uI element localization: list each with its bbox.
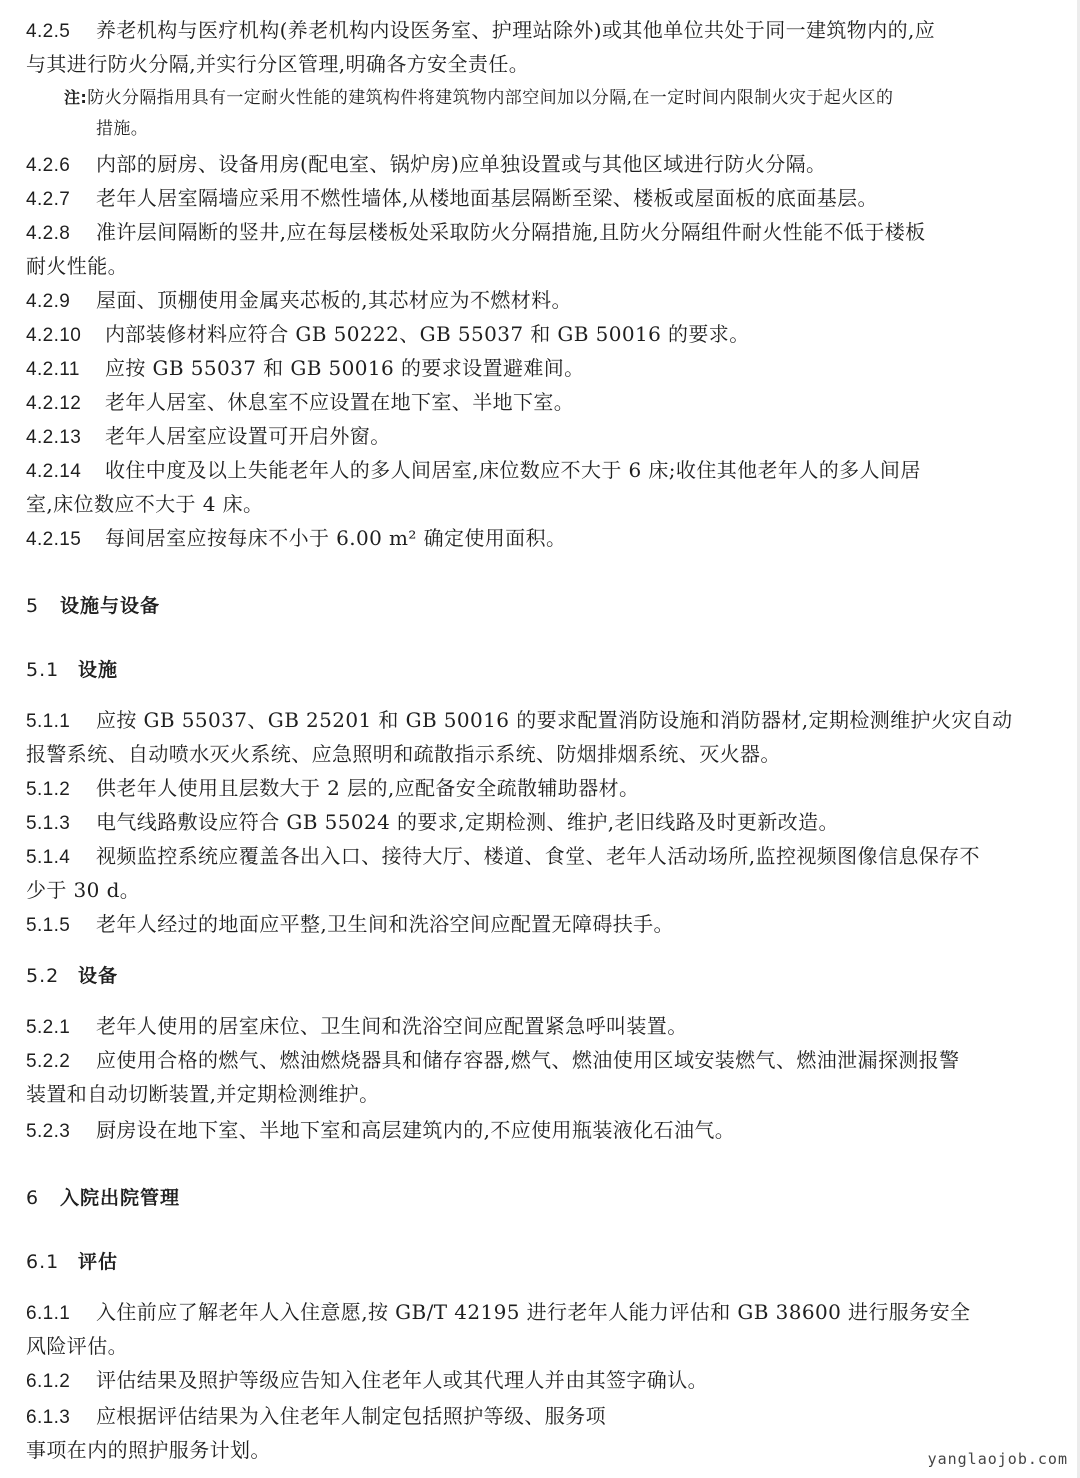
section-title: 设施与设备 xyxy=(60,595,161,617)
clause-text: 屋面、顶棚使用金属夹芯板的,其芯材应为不燃材料。 xyxy=(96,288,572,312)
clause-text: 供老年人使用且层数大于 2 层的,应配备安全疏散辅助器材。 xyxy=(96,776,640,800)
clause-text: 准许层间隔断的竖井,应在每层楼板处采取防火分隔措施,且防火分隔组件耐火性能不低于楼板 xyxy=(96,220,926,244)
clause-5-1-5 xyxy=(26,912,1038,938)
section-heading-6 xyxy=(26,1186,180,1210)
subsection-title: 评估 xyxy=(78,1251,119,1273)
clause-4-2-13 xyxy=(26,424,1038,450)
clause-5-1-4 xyxy=(26,844,1038,870)
clause-text: 老年人经过的地面应平整,卫生间和洗浴空间应配置无障碍扶手。 xyxy=(96,912,674,936)
clause-4-2-8 xyxy=(26,220,1038,246)
clause-text: 评估结果及照护等级应告知入住老年人或其代理人并由其签字确认。 xyxy=(96,1368,708,1392)
note-label: 注: xyxy=(64,88,88,107)
clause-4-2-8-continuation: 耐火性能。 xyxy=(26,254,128,278)
clause-number: 5.2.1 xyxy=(26,1017,71,1038)
section-number: 5 xyxy=(26,595,40,617)
clause-number: 4.2.11 xyxy=(26,359,80,380)
clause-number: 6.1.3 xyxy=(26,1407,71,1428)
clause-5-2-2 xyxy=(26,1048,1038,1074)
clause-text: 入住前应了解老年人入住意愿,按 GB/T 42195 进行老年人能力评估和 GB 38600 进行服务安全 xyxy=(96,1300,971,1324)
clause-number: 4.2.9 xyxy=(26,291,71,312)
clause-6-1-1-continuation: 风险评估。 xyxy=(26,1334,128,1358)
clause-number: 5.1.4 xyxy=(26,847,71,868)
clause-number: 4.2.8 xyxy=(26,223,71,244)
clause-5-1-3 xyxy=(26,810,1038,836)
clause-text: 收住中度及以上失能老年人的多人间居室,床位数应不大于 6 床;收住其他老年人的多人间居 xyxy=(105,458,921,482)
clause-6-1-3-continuation: 事项在内的照护服务计划。 xyxy=(26,1438,271,1462)
clause-4-2-14 xyxy=(26,458,1038,484)
clause-5-1-4-continuation: 少于 30 d。 xyxy=(26,878,141,902)
clause-text: 老年人居室、休息室不应设置在地下室、半地下室。 xyxy=(105,390,575,414)
watermark: yanglaojob.com xyxy=(927,1450,1068,1468)
section-heading-5 xyxy=(26,594,160,618)
clause-6-1-2 xyxy=(26,1368,1038,1394)
clause-4-2-11 xyxy=(26,356,1038,382)
clause-number: 4.2.12 xyxy=(26,393,82,414)
clause-number: 5.2.2 xyxy=(26,1051,71,1072)
clause-text: 每间居室应按每床不小于 6.00 m² 确定使用面积。 xyxy=(105,526,567,550)
clause-text: 内部的厨房、设备用房(配电室、锅炉房)应单独设置或与其他区域进行防火分隔。 xyxy=(96,152,827,176)
subsection-title: 设施 xyxy=(78,659,119,681)
clause-4-2-5-continuation: 与其进行防火分隔,并实行分区管理,明确各方安全责任。 xyxy=(26,52,530,76)
clause-number: 5.1.5 xyxy=(26,915,71,936)
clause-4-2-15 xyxy=(26,526,1038,552)
clause-5-1-1-continuation: 报警系统、自动喷水灭火系统、应急照明和疏散指示系统、防烟排烟系统、灭火器。 xyxy=(26,742,781,766)
clause-4-2-7 xyxy=(26,186,1038,212)
clause-text: 应按 GB 55037、GB 25201 和 GB 50016 的要求配置消防设施和消防器材,定期检测维护火灾自动 xyxy=(96,708,1013,732)
subsection-number: 5.1 xyxy=(26,659,60,681)
clause-text: 养老机构与医疗机构(养老机构内设医务室、护理站除外)或其他单位共处于同一建筑物内的,应 xyxy=(96,18,936,42)
clause-number: 5.1.3 xyxy=(26,813,71,834)
clause-text: 应按 GB 55037 和 GB 50016 的要求设置避难间。 xyxy=(105,356,585,380)
clause-number: 5.1.2 xyxy=(26,779,71,800)
subsection-heading-5-1 xyxy=(26,658,118,682)
clause-5-1-1 xyxy=(26,708,1038,734)
clause-number: 4.2.15 xyxy=(26,529,82,550)
note xyxy=(64,86,1038,110)
subsection-number: 6.1 xyxy=(26,1251,60,1273)
clause-4-2-12 xyxy=(26,390,1038,416)
clause-number: 6.1.2 xyxy=(26,1371,71,1392)
clause-text: 老年人居室应设置可开启外窗。 xyxy=(105,424,391,448)
section-number: 6 xyxy=(26,1187,40,1209)
clause-text: 应根据评估结果为入住老年人制定包括照护等级、服务项 xyxy=(96,1404,606,1428)
clause-4-2-5 xyxy=(26,18,1038,44)
clause-number: 4.2.14 xyxy=(26,461,82,482)
clause-4-2-14-continuation: 室,床位数应不大于 4 床。 xyxy=(26,492,264,516)
clause-text: 内部装修材料应符合 GB 50222、GB 55037 和 GB 50016 的要求。 xyxy=(105,322,750,346)
section-title: 入院出院管理 xyxy=(60,1187,181,1209)
clause-text: 应使用合格的燃气、燃油燃烧器具和储存容器,燃气、燃油使用区域安装燃气、燃油泄漏探测报警 xyxy=(96,1048,960,1072)
clause-5-2-1 xyxy=(26,1014,1038,1040)
clause-6-1-1 xyxy=(26,1300,1038,1326)
clause-text: 厨房设在地下室、半地下室和高层建筑内的,不应使用瓶装液化石油气。 xyxy=(96,1118,736,1142)
clause-text: 视频监控系统应覆盖各出入口、接待大厅、楼道、食堂、老年人活动场所,监控视频图像信息保存不 xyxy=(96,844,980,868)
clause-4-2-9 xyxy=(26,288,1038,314)
subsection-number: 5.2 xyxy=(26,965,60,987)
note-continuation: 措施。 xyxy=(96,119,149,139)
clause-5-1-2 xyxy=(26,776,1038,802)
subsection-title: 设备 xyxy=(78,965,119,987)
clause-number: 4.2.13 xyxy=(26,427,82,448)
clause-5-2-3 xyxy=(26,1118,1038,1144)
note-text: 防火分隔指用具有一定耐火性能的建筑构件将建筑物内部空间加以分隔,在一定时间内限制火灾于起火区的 xyxy=(87,88,894,108)
clause-number: 4.2.7 xyxy=(26,189,71,210)
subsection-heading-5-2 xyxy=(26,964,118,988)
clause-text: 老年人居室隔墙应采用不燃性墙体,从楼地面基层隔断至梁、楼板或屋面板的底面基层。 xyxy=(96,186,878,210)
clause-text: 老年人使用的居室床位、卫生间和洗浴空间应配置紧急呼叫装置。 xyxy=(96,1014,688,1038)
clause-text: 电气线路敷设应符合 GB 55024 的要求,定期检测、维护,老旧线路及时更新改造。 xyxy=(96,810,839,834)
clause-4-2-10 xyxy=(26,322,1038,348)
clause-6-1-3 xyxy=(26,1404,1038,1430)
clause-4-2-6 xyxy=(26,152,1038,178)
clause-number: 5.2.3 xyxy=(26,1121,71,1142)
clause-number: 4.2.5 xyxy=(26,21,71,42)
clause-number: 5.1.1 xyxy=(26,711,71,732)
clause-number: 4.2.6 xyxy=(26,155,71,176)
clause-number: 6.1.1 xyxy=(26,1303,71,1324)
subsection-heading-6-1 xyxy=(26,1250,118,1274)
clause-number: 4.2.10 xyxy=(26,325,82,346)
clause-5-2-2-continuation: 装置和自动切断装置,并定期检测维护。 xyxy=(26,1082,380,1106)
